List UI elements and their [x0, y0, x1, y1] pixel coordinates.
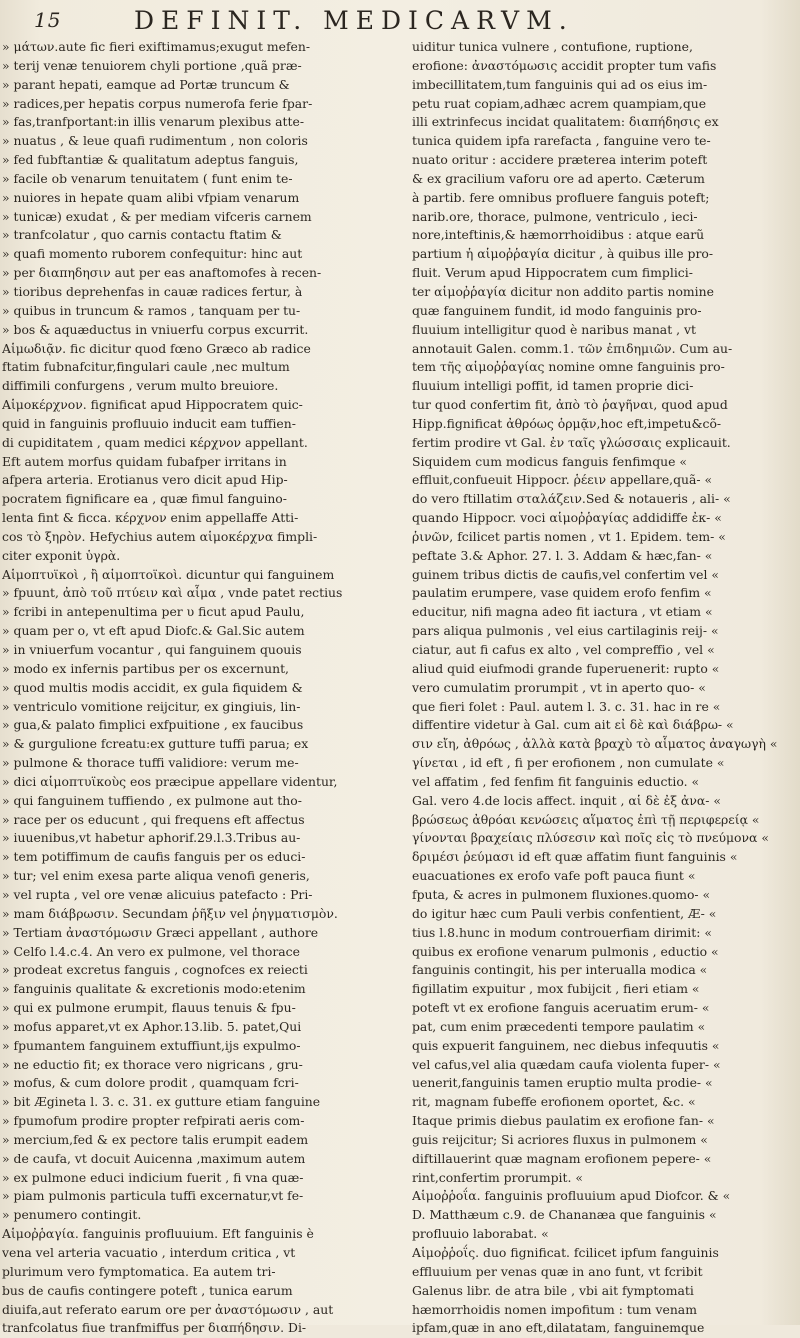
- text-line: illi extrinfecus incidat qualitatem: διαπήδησις ex: [412, 114, 719, 130]
- text-line: Hipp.fignificat ἀθρόως ὁρμᾷν,hoc eft,impetu&cõ-: [412, 415, 722, 431]
- text-line: » gua,& palato fimplici exfpuitione , ex faucibus: [2, 717, 304, 733]
- text-line: » fpumofum prodire propter refpirati aeris com-: [2, 1113, 305, 1129]
- text-line: annotauit Galen. comm.1. τῶν ἐπιδημιῶν. Cum au-: [412, 340, 733, 356]
- text-line: » modo ex infernis partibus per os excernunt,: [2, 660, 289, 676]
- text-line: » fpuunt, ἀπὸ τοῦ πτύειν καὶ αἷμα , vnde patet rectius: [2, 585, 343, 601]
- text-line: fluit. Verum apud Hippocratem cum fimplici-: [412, 265, 693, 281]
- text-line: Itaque primis diebus paulatim ex erofione fan- «: [412, 1113, 715, 1129]
- text-line: educitur, nifi magna adeo fit iactura , vt etiam «: [412, 604, 713, 620]
- text-line: » mam διάβρωσιν. Secundam ῥῆξιν vel ῥηγματισμὸν.: [2, 905, 338, 921]
- text-line: » per διαπηδησιν aut per eas anaftomofes à recen-: [2, 265, 322, 281]
- text-line: » dici αἱμοπτυϊκοὺς eos præcipue appellare videntur,: [2, 773, 338, 789]
- text-line: » & gurgulione fcreatu:ex gutture tuffi parua; ex: [2, 736, 309, 752]
- text-line: pat, cum enim præcedenti tempore paulatim «: [412, 1018, 706, 1034]
- text-line: » terij venæ tenuiorem chyli portione ,quã præ-: [2, 57, 302, 73]
- text-line: guinem tribus dictis de caufis,vel confertim vel «: [412, 566, 719, 582]
- text-line: βρώσεως ἀθρόαι κενώσεις αἵματος ἐπὶ τῇ περιφερείᾳ «: [412, 811, 760, 827]
- text-line: » vel rupta , vel ore venæ alicuius patefacto : Pri-: [2, 886, 313, 902]
- text-line: tius l.8.hunc in modum controuerfiam dirimit: «: [412, 924, 712, 940]
- text-line: vel affatim , fed fenfim fit fanguinis eductio. «: [412, 773, 700, 789]
- text-line: quæ fanguinem fundit, id modo fanguinis pro-: [412, 302, 702, 318]
- text-line: » mofus apparet,vt ex Aphor.13.lib. 5. patet,Qui: [2, 1018, 302, 1034]
- text-line: vena vel arteria vacuatio , interdum critica , vt: [2, 1245, 296, 1260]
- text-line: Eft autem morfus quidam fubafper irritans in: [2, 453, 287, 469]
- text-line: » ne eductio fit; ex thorace vero nigricans , gru-: [2, 1056, 303, 1072]
- text-line: petu ruat copiam,adhæc acrem quampiam,que: [412, 95, 707, 111]
- text-line: diftillauerint quæ magnam erofionem pepere- «: [412, 1150, 712, 1166]
- text-line: diffentire videtur à Gal. cum ait εἰ δὲ καὶ διάβρω- «: [412, 717, 734, 733]
- text-line: figillatim expuitur , mox fubijcit , fieri etiam «: [412, 981, 700, 997]
- text-line: ciatur, aut fi cafus ex alto , vel compreffio , vel «: [412, 642, 715, 657]
- text-line: poteft vt ex erofione fanguis aceruatim erum- «: [412, 1000, 710, 1016]
- text-line: nore,inteftinis,& hæmorrhoidibus : atque earũ: [412, 227, 705, 243]
- text-line: » mercium,fed & ex pectore talis erumpit eadem: [2, 1131, 309, 1147]
- text-line: guis reijcitur; Si acriores fluxus in pulmonem «: [412, 1131, 708, 1147]
- text-line: » quod multis modis accidit, ex gula fiquidem &: [2, 679, 303, 695]
- text-line: citer exponit ὑγρὰ.: [2, 547, 121, 563]
- text-line: partium ἡ αἱμοῤῥαγία dicitur , à quibus ille pro-: [412, 246, 714, 262]
- text-line: cos τὸ ξηρὸν. Hefychius autem αἱμοκέρχνα fimpli-: [2, 528, 318, 544]
- text-line: Αἱμωδιᾷν. fic dicitur quod fœno Græco ab radice: [2, 340, 311, 356]
- text-line: » bit Ægineta l. 3. c. 31. ex gutture etiam fanguine: [2, 1094, 321, 1110]
- text-line: » μάτων.aute fic fieri exiftimamus;exugut mefen-: [2, 39, 311, 54]
- text-line: uiditur tunica vulnere , contufione, ruptione,: [412, 39, 693, 54]
- text-line: profluuio laborabat. «: [412, 1226, 549, 1242]
- text-line: quis expuerit fanguinem, nec diebus infequutis «: [412, 1037, 720, 1053]
- text-line: Αἱμοκέρχνον. fignificat apud Hippocratem quic-: [2, 397, 303, 413]
- text-line: fertim prodire vt Gal. ἐν ταῖς γλώσσαις explicauit.: [412, 434, 731, 450]
- text-line: lenta fint & ficca. κέρχνον enim appellaffe Atti-: [2, 510, 299, 526]
- text-line: que fieri folet : Paul. autem l. 3. c. 31. hac in re «: [412, 698, 721, 714]
- text-line: tranfcolatus fiue tranfmiffus per διαπήδησιν. Di-: [2, 1320, 307, 1336]
- text-line: tunica quidem ipfa rarefacta , fanguine vero te-: [412, 133, 711, 149]
- text-line: » nuatus , & leue quafi rudimentum , non coloris: [2, 133, 308, 149]
- text-line: γίνεται , id eft , fi per erofionem , non cumulate «: [412, 755, 725, 771]
- text-line: paulatim erumpere, vase quidem erofo fenfim «: [412, 585, 712, 601]
- text-line: pars aliqua pulmonis , vel eius cartilaginis reij- «: [412, 623, 719, 639]
- text-line: » Tertiam ἀναστόμωσιν Græci appellant , authore: [2, 924, 319, 940]
- text-line: » piam pulmonis particula tuffi excernatur,vt fe-: [2, 1188, 304, 1204]
- text-line: » tem potiffimum de caufis fanguis per os educi-: [2, 849, 306, 865]
- text-line: Αἱμοῤῥοΐς. duo fignificat. fcilicet ipfum fanguinis: [412, 1245, 719, 1260]
- text-line: Galenus libr. de atra bile , vbi ait fymptomati: [412, 1282, 694, 1298]
- text-line: plurimum vero fymptomatica. Ea autem tri-: [2, 1263, 276, 1279]
- text-line: quibus ex erofione venarum pulmonis , eductio «: [412, 943, 719, 959]
- text-line: » quafi momento ruborem confequitur: hinc aut: [2, 246, 303, 262]
- text-line: ter αἱμοῤῥαγία dicitur non addito partis nomine: [412, 283, 714, 299]
- text-line: à partib. fere omnibus profluere fanguis poteft;: [412, 189, 710, 205]
- text-line: δριμέσι ῥεύμασι id eft quæ affatim fiunt fanguinis «: [412, 849, 738, 865]
- page-header: [34, 4, 774, 38]
- text-line: » quam per ο, vt eft apud Diofc.& Gal.Sic autem: [2, 623, 305, 639]
- text-line: di cupiditatem , quam medici κέρχνον appellant.: [2, 434, 308, 450]
- text-line: Αἱμοπτυϊκοὶ , ἢ αἱμοπτοϊκοὶ. dicuntur qui fanguinem: [2, 566, 335, 582]
- text-line: » quibus in truncum & ramos , tanquam per tu-: [2, 302, 301, 318]
- text-line: » qui ex pulmone erumpit, flauus tenuis & fpu-: [2, 1000, 296, 1016]
- text-line: » nuiores in hepate quam alibi vfpiam venarum: [2, 189, 300, 205]
- text-line: » tranfcolatur , quo carnis contactu ftatim &: [2, 227, 282, 243]
- text-line: peftate 3.& Aphor. 27. l. 3. Addam & hæc,fan- «: [412, 547, 713, 563]
- text-line: » prodeat excretus fanguis , cognofces ex reiecti: [2, 962, 308, 978]
- text-line: narib.ore, thorace, pulmone, ventriculo , ieci-: [412, 208, 698, 224]
- text-line: do vero ftillatim σταλάζειν.Sed & notaueris , ali- «: [412, 491, 731, 507]
- text-line: erofione: ἀναστόμωσις accidit propter tum vafis: [412, 57, 717, 73]
- text-line: diuifa,aut referato earum ore per ἀναστόμωσιν , aut: [2, 1301, 334, 1317]
- text-line: » Celfo l.4.c.4. An vero ex pulmone, vel thorace: [2, 943, 300, 959]
- text-line: Siquidem cum modicus fanguis fenfimque «: [412, 453, 688, 469]
- text-line: » bos & aquæductus in vniuerfu corpus excurrit.: [2, 321, 309, 337]
- text-line: » penumero contingit.: [2, 1207, 142, 1223]
- text-line: D. Matthæum c.9. de Chananæa que fanguinis «: [412, 1207, 717, 1223]
- page-number: 15: [34, 8, 62, 32]
- text-line: » pulmone & thorace tuffi validiore: verum me-: [2, 755, 299, 771]
- text-line: » fas,tranfportant:in illis venarum plexibus atte-: [2, 114, 305, 130]
- text-line: σιν εἴη, ἀθρόως , ἀλλὰ κατὰ βραχὺ τὸ αἷματος ἀναγωγὴ «: [412, 736, 778, 752]
- text-line: » fed fubftantiæ & qualitatum adeptus fanguis,: [2, 152, 299, 168]
- text-line: » tioribus deprehenfas in cauæ radices fertur, à: [2, 283, 303, 299]
- text-line: vel cafus,vel alia quædam caufa violenta fuper- «: [412, 1056, 721, 1072]
- text-line: » mofus, & cum dolore prodit , quamquam fcri-: [2, 1075, 299, 1091]
- text-line: » fpumantem fanguinem extuffiunt,ijs expulmo-: [2, 1037, 301, 1053]
- text-line: rit, magnam fubeffe erofionem oportet, &c. «: [412, 1094, 696, 1110]
- text-line: » facile ob venarum tenuitatem ( funt enim te-: [2, 170, 293, 186]
- text-line: Gal. vero 4.de locis affect. inquit , αἱ δὲ ἐξ ἀνα- «: [412, 792, 721, 808]
- text-line: ipfam,quæ in ano eft,dilatatam, fanguinemque: [412, 1320, 705, 1336]
- text-line: » tunicæ) exudat , & per mediam vifceris carnem: [2, 208, 312, 224]
- text-line: » iuuenibus,vt habetur aphorif.29.l.3.Tribus au-: [2, 830, 301, 846]
- text-line: » fcribi in antepenultima per υ ficut apud Paulu,: [2, 604, 305, 620]
- text-line: fluuium intelligi poffit, id tamen proprie dici-: [412, 378, 694, 394]
- text-line: euacuationes ex erofo vafe poft pauca fiunt «: [412, 868, 696, 884]
- text-line: » fanguinis qualitate & excretionis modo:etenim: [2, 981, 306, 997]
- text-line: tur quod confertim fit, ἀπὸ τὸ ῥαγῆναι, quod apud: [412, 397, 728, 413]
- text-line: effluuium per venas quæ in ano funt, vt fcribit: [412, 1263, 703, 1279]
- text-line: » race per os educunt , qui frequens eft affectus: [2, 811, 305, 827]
- text-line: ῥινῶν, fcilicet partis nomen , vt 1. Epidem. tem- «: [412, 528, 726, 544]
- text-line: bus de caufis contingere poteft , tunica earum: [2, 1282, 293, 1298]
- text-line: pocratem fignificare ea , quæ fimul fanguino-: [2, 491, 287, 507]
- text-line: » radices,per hepatis corpus numerofa ferie fpar-: [2, 95, 313, 111]
- text-line: Αἱμοῤῥαγία. fanguinis profluuium. Eft fanguinis è: [2, 1226, 314, 1242]
- text-line: afpera arteria. Erotianus vero dicit apud Hip-: [2, 472, 288, 488]
- text-line: » ex pulmone educi indicium fuerit , fi vna quæ-: [2, 1169, 304, 1185]
- text-line: » parant hepati, eamque ad Portæ truncum &: [2, 76, 290, 92]
- text-line: imbecillitatem,tum fanguinis qui ad os eius im-: [412, 76, 708, 92]
- text-line: » in vniuerfum vocantur , qui fanguinem quouis: [2, 642, 302, 657]
- text-line: quando Hippocr. voci αἱμοῤῥαγίας addidiffe ἐκ- «: [412, 510, 722, 526]
- text-line: tem τῆς αἱμοῤῥαγίας nomine omne fanguinis pro-: [412, 359, 725, 375]
- text-line: ftatim fubnafcitur,fingulari caule ,nec multum: [2, 359, 290, 375]
- text-line: diffimili confurgens , verum multo breuiore.: [2, 378, 279, 394]
- text-line: Αἱμοῤῥοΐα. fanguinis profluuium apud Diofcor. & «: [412, 1188, 731, 1204]
- running-head: DEFINIT. MEDICARVM.: [134, 6, 574, 35]
- text-line: γίνονται βραχείαις πλύσεσιν καὶ ποῖς εἰς τὸ πνεύμονα «: [412, 830, 769, 846]
- text-line: » de caufa, vt docuit Auicenna ,maximum autem: [2, 1150, 306, 1166]
- right-column: [412, 38, 784, 1338]
- text-line: nuato oritur : accidere præterea interim poteft: [412, 152, 708, 168]
- text-line: quid in fanguinis profluuio inducit eam tuffien-: [2, 415, 296, 431]
- text-line: rint,confertim prorumpit. «: [412, 1169, 583, 1185]
- text-line: hæmorrhoidis nomen impofitum : tum venam: [412, 1301, 697, 1317]
- text-line: do igitur hæc cum Pauli verbis confentient, Æ- «: [412, 905, 717, 921]
- text-line: fputa, & acres in pulmonem fluxiones.quomo- «: [412, 886, 711, 902]
- text-line: » tur; vel enim exesa parte aliqua venofi generis,: [2, 868, 310, 884]
- text-line: » ventriculo vomitione reijcitur, ex gingiuis, lin-: [2, 698, 301, 714]
- text-line: fanguinis contingit, his per interualla modica «: [412, 962, 708, 978]
- text-line: & ex gracilium vaforu ore ad aperto. Cæterum: [412, 170, 705, 186]
- text-line: effluit,confueuit Hippocr. ῥέειν appellare,quã- «: [412, 472, 713, 488]
- text-line: fluuium intelligitur quod è naribus manat , vt: [412, 321, 696, 337]
- text-line: uenerit,fanguinis tamen eruptio multa prodie- «: [412, 1075, 713, 1091]
- text-line: » qui fanguinem tuffiendo , ex pulmone aut tho-: [2, 792, 302, 808]
- left-column: [2, 38, 384, 1338]
- text-line: vero cumulatim prorumpit , vt in aperto quo- «: [412, 679, 706, 695]
- text-line: aliud quid eiufmodi grande fuperuenerit: rupto «: [412, 660, 720, 676]
